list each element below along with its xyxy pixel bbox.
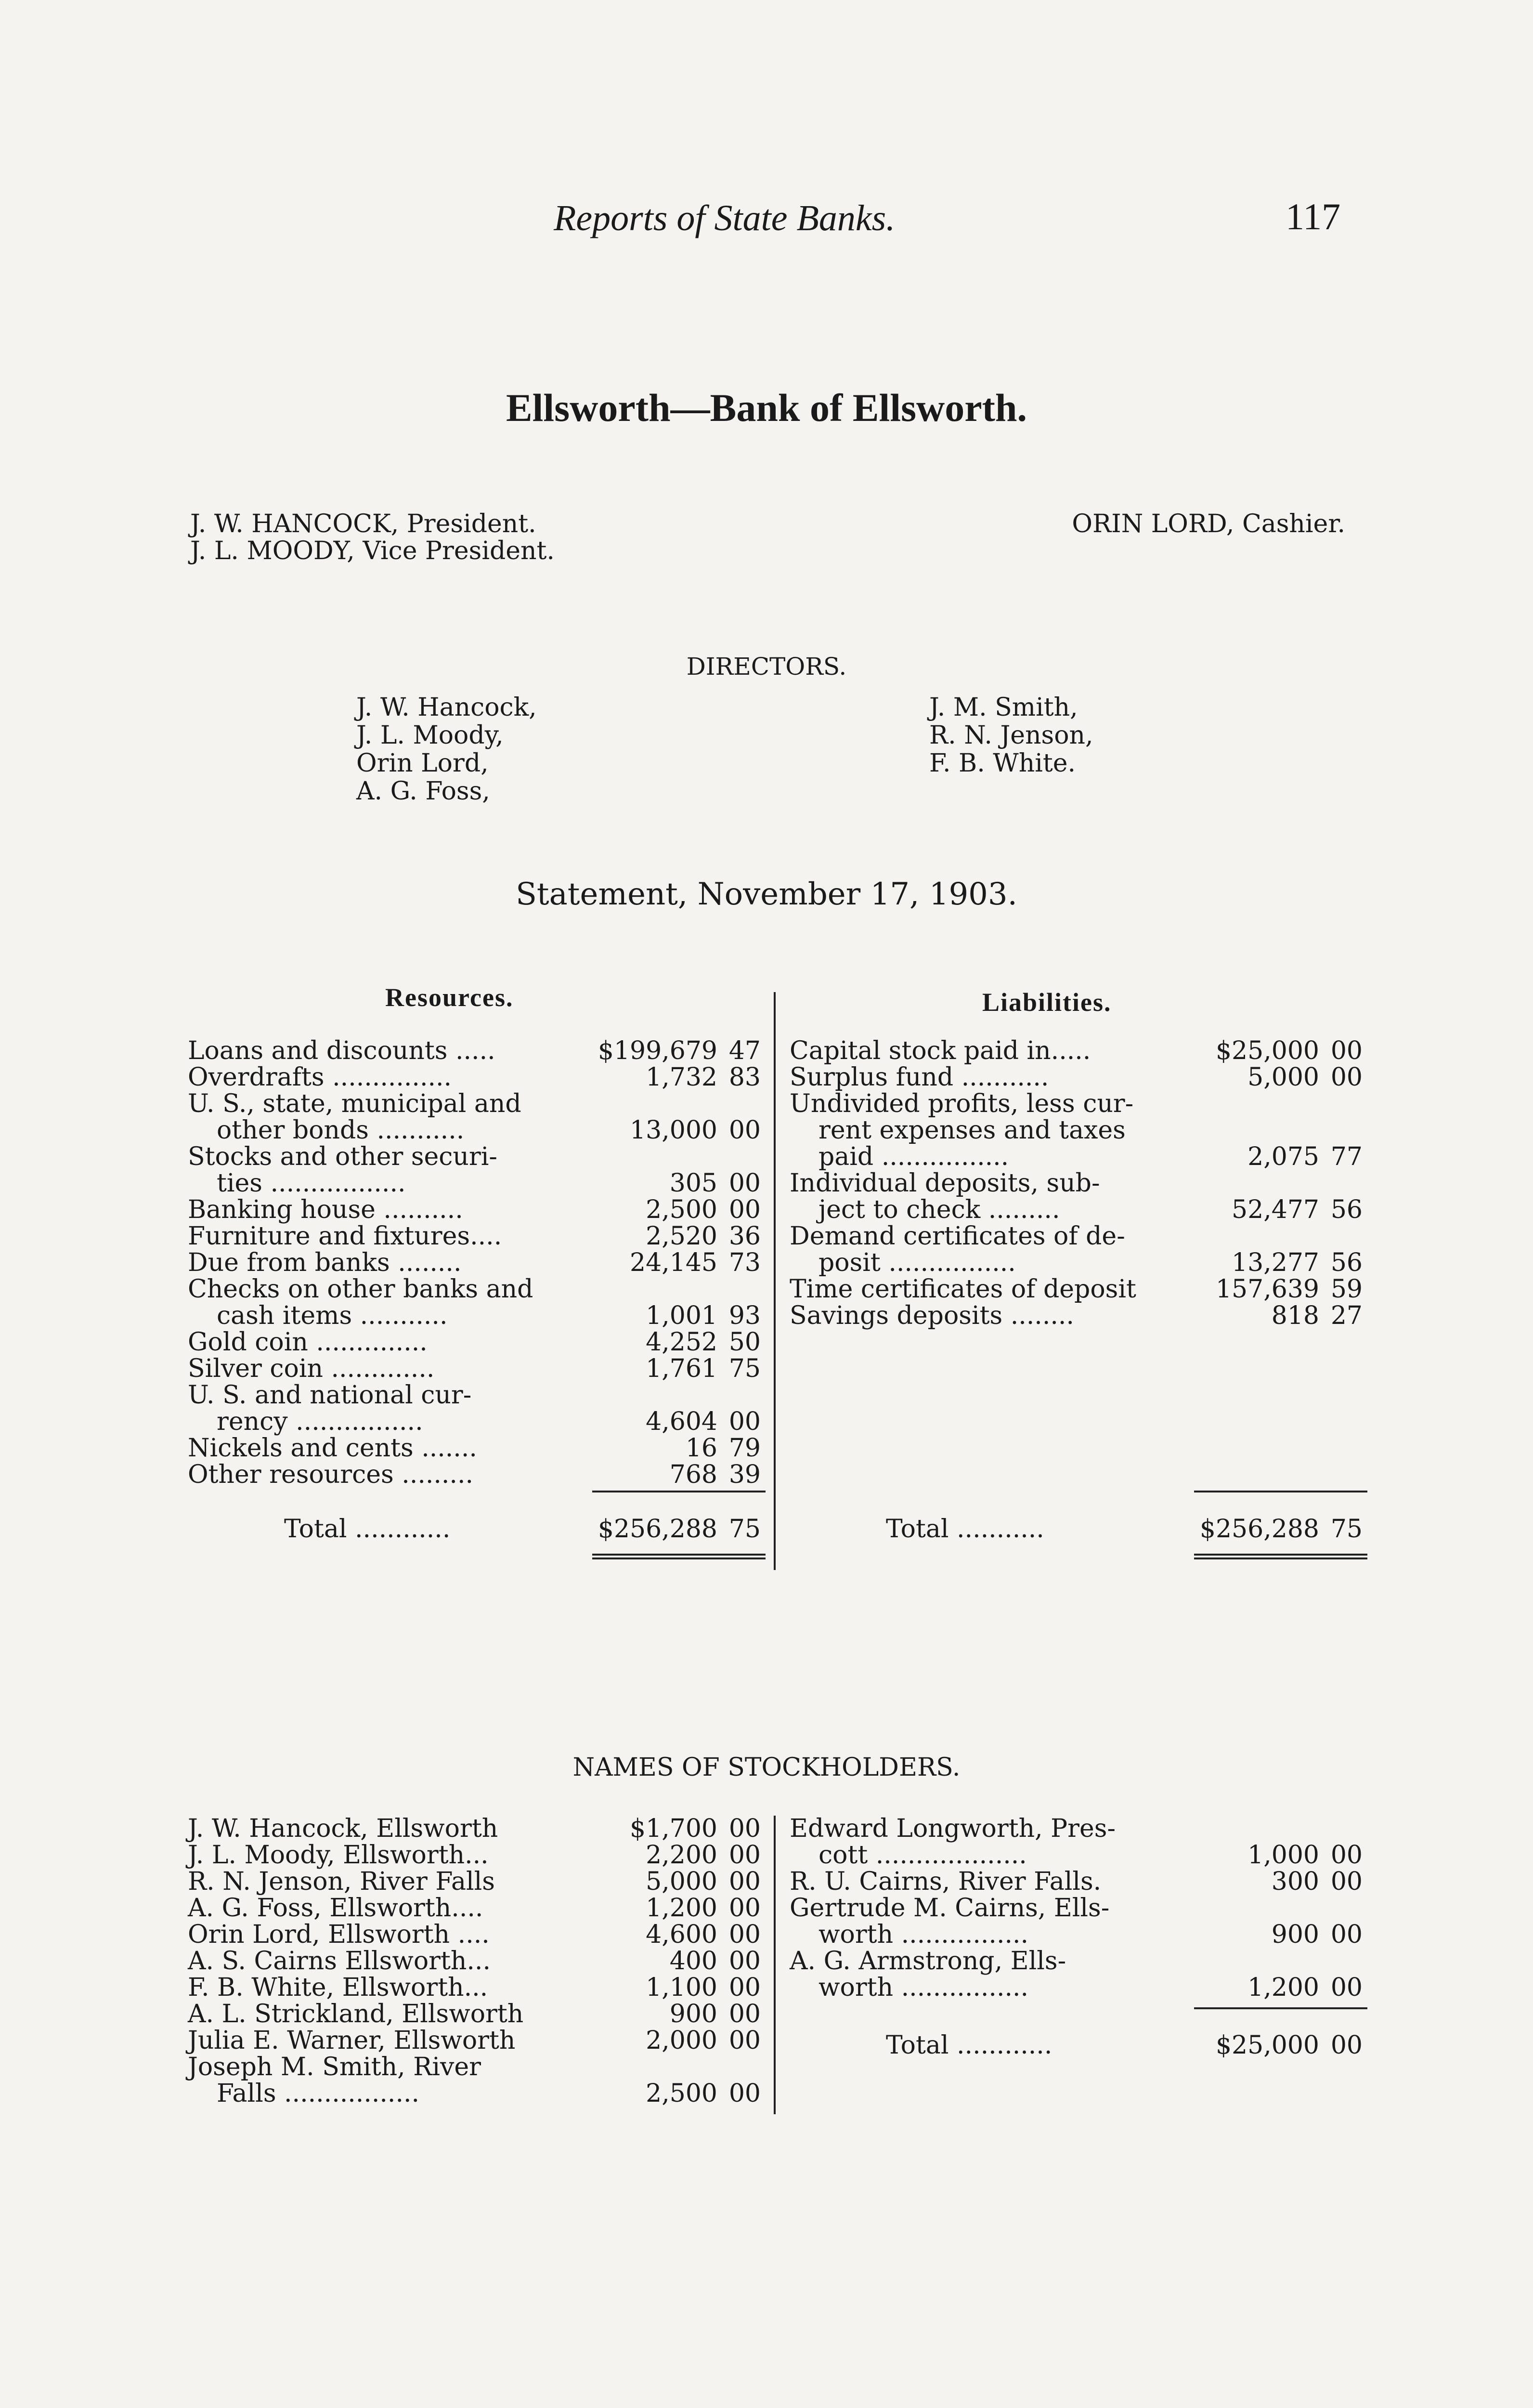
resources-total — [188, 1516, 766, 1543]
total-cents: 75 — [1330, 1515, 1363, 1544]
row-label: U. S. and national cur- — [188, 1381, 472, 1410]
table-row — [188, 1064, 766, 1091]
table-row — [188, 1329, 766, 1356]
row-cents: 00 — [728, 1814, 761, 1843]
table-row — [790, 1303, 1367, 1329]
director-name: Orin Lord, — [356, 749, 489, 778]
total-row — [790, 2032, 1367, 2059]
cashier: ORIN LORD, Cashier. — [1072, 510, 1345, 538]
row-label: posit ................ — [818, 1248, 1016, 1277]
table-row — [188, 1922, 766, 1948]
row-cents: 27 — [1330, 1301, 1363, 1330]
vice-president: J. L. MOODY, Vice President. — [190, 537, 555, 565]
row-cents: 00 — [728, 1116, 761, 1145]
row-label: Undivided profits, less cur- — [790, 1089, 1134, 1118]
row-label: Silver coin ............. — [188, 1354, 435, 1383]
row-dollars: 157,639 — [1215, 1275, 1319, 1304]
row-dollars: 2,500 — [646, 2079, 717, 2108]
row-cents: 00 — [728, 1920, 761, 1949]
row-label: other bonds ........... — [217, 1116, 465, 1145]
row-label: J. W. Hancock, Ellsworth — [188, 1814, 498, 1843]
row-cents: 77 — [1330, 1142, 1363, 1171]
row-dollars: 400 — [669, 1947, 717, 1976]
row-label: Nickels and cents ....... — [188, 1434, 477, 1463]
resources-total-double-rule — [592, 1554, 766, 1559]
total-row — [790, 1516, 1367, 1543]
director-name: F. B. White. — [929, 749, 1076, 778]
row-cents: 75 — [728, 1354, 761, 1383]
table-row — [790, 1895, 1367, 1922]
row-cents: 00 — [1330, 1920, 1363, 1949]
table-row — [790, 1117, 1367, 1144]
statement-column-divider — [774, 992, 776, 1570]
row-dollars: 2,000 — [646, 2026, 717, 2055]
table-row — [188, 1197, 766, 1223]
table-row — [790, 1842, 1367, 1869]
directors-right — [929, 694, 1093, 777]
total-dollars: $25,000 — [1215, 2031, 1319, 2060]
row-cents: 00 — [728, 1169, 761, 1198]
row-cents: 00 — [1330, 1036, 1363, 1065]
row-label: Other resources ......... — [188, 1460, 474, 1489]
table-row — [790, 1816, 1367, 1842]
row-label: worth ................ — [818, 1973, 1029, 2002]
row-label: worth ................ — [818, 1920, 1029, 1949]
directors-left — [356, 694, 537, 805]
row-label: ties ................. — [217, 1169, 406, 1198]
table-row — [188, 1144, 766, 1170]
row-label: U. S., state, municipal and — [188, 1089, 521, 1118]
total-label: Total ............ — [886, 2031, 1052, 2060]
row-cents: 56 — [1330, 1195, 1363, 1224]
row-label: A. L. Strickland, Ellsworth — [188, 2000, 524, 2028]
table-row — [188, 1975, 766, 2001]
table-row — [188, 1435, 766, 1462]
row-label: cash items ........... — [217, 1301, 448, 1330]
table-row — [188, 1409, 766, 1435]
row-dollars: 900 — [1271, 1920, 1319, 1949]
row-dollars: 300 — [1271, 1867, 1319, 1896]
total-cents: 00 — [1330, 2031, 1363, 2060]
officers-right — [1072, 510, 1345, 537]
row-label: A. G. Armstrong, Ells- — [790, 1947, 1066, 1976]
total-label: Total ........... — [886, 1515, 1044, 1544]
row-label: paid ................ — [818, 1142, 1009, 1171]
liabilities-heading: Liabilities. — [982, 988, 1112, 1017]
table-row — [790, 1144, 1367, 1170]
row-label: Edward Longworth, Pres- — [790, 1814, 1116, 1843]
row-dollars: 1,100 — [646, 1973, 717, 2002]
table-row — [790, 1250, 1367, 1276]
officers-left — [190, 510, 555, 564]
director-name: J. W. Hancock, — [356, 693, 537, 722]
row-label: Joseph M. Smith, River — [188, 2053, 481, 2081]
row-label: Loans and discounts ..... — [188, 1036, 495, 1065]
row-label: Gertrude M. Cairns, Ells- — [790, 1894, 1110, 1923]
table-row — [790, 1948, 1367, 1975]
row-dollars: 4,252 — [646, 1328, 717, 1357]
resources-sum-rule — [592, 1491, 766, 1492]
row-label: R. N. Jenson, River Falls — [188, 1867, 495, 1896]
liabilities-total-double-rule — [1194, 1554, 1367, 1559]
row-label: J. L. Moody, Ellsworth... — [188, 1841, 489, 1870]
stockholders-left — [188, 1816, 766, 2107]
stockholders-column-divider — [774, 1816, 776, 2114]
table-row — [188, 2001, 766, 2028]
row-dollars: 5,000 — [1247, 1063, 1319, 1092]
row-dollars: 52,477 — [1232, 1195, 1319, 1224]
table-row — [790, 1197, 1367, 1223]
row-dollars: 2,500 — [646, 1195, 717, 1224]
row-label: R. U. Cairns, River Falls. — [790, 1867, 1102, 1896]
table-row — [188, 1303, 766, 1329]
table-row — [790, 1975, 1367, 2001]
row-label: A. S. Cairns Ellsworth... — [188, 1947, 491, 1976]
director-name: J. L. Moody, — [356, 721, 504, 750]
statement-title: Statement, November 17, 1903. — [516, 877, 1017, 912]
resources-heading: Resources. — [385, 983, 514, 1012]
table-row — [790, 1276, 1367, 1303]
director-name: A. G. Foss, — [356, 777, 490, 806]
row-label: Individual deposits, sub- — [790, 1169, 1100, 1198]
row-dollars: 13,000 — [630, 1116, 717, 1145]
table-row — [188, 1948, 766, 1975]
table-row — [188, 1038, 766, 1064]
table-row — [790, 1223, 1367, 1250]
stockholders-title: NAMES OF STOCKHOLDERS. — [572, 1753, 961, 1782]
row-dollars: 2,520 — [646, 1222, 717, 1251]
row-dollars: 24,145 — [630, 1248, 717, 1277]
director-name: J. M. Smith, — [929, 693, 1078, 722]
table-row — [790, 1170, 1367, 1197]
table-row — [790, 1869, 1367, 1895]
row-cents: 00 — [728, 1195, 761, 1224]
row-dollars: 900 — [669, 2000, 717, 2028]
table-row — [188, 1895, 766, 1922]
row-cents: 00 — [728, 2026, 761, 2055]
row-cents: 93 — [728, 1301, 761, 1330]
table-row — [188, 1462, 766, 1488]
row-dollars: 1,732 — [646, 1063, 717, 1092]
total-dollars: $256,288 — [598, 1515, 717, 1544]
row-cents: 00 — [1330, 1063, 1363, 1092]
row-dollars: $25,000 — [1215, 1036, 1319, 1065]
row-dollars: 818 — [1271, 1301, 1319, 1330]
table-row — [790, 1922, 1367, 1948]
liabilities-total — [790, 1516, 1367, 1543]
row-cents: 00 — [1330, 1867, 1363, 1896]
row-label: Due from banks ........ — [188, 1248, 462, 1277]
liabilities-sum-rule — [1194, 1491, 1367, 1492]
table-row — [790, 1064, 1367, 1091]
row-dollars: 1,000 — [1247, 1841, 1319, 1870]
row-dollars: 2,075 — [1247, 1142, 1319, 1171]
table-row — [188, 1223, 766, 1250]
row-cents: 00 — [728, 1867, 761, 1896]
stockholders-sum-rule — [1194, 2007, 1367, 2009]
table-row — [188, 1382, 766, 1409]
row-label: rency ................ — [217, 1407, 423, 1436]
row-dollars: 1,001 — [646, 1301, 717, 1330]
row-label: Overdrafts ............... — [188, 1063, 452, 1092]
row-cents: 83 — [728, 1063, 761, 1092]
row-cents: 73 — [728, 1248, 761, 1277]
row-dollars: 1,200 — [1247, 1973, 1319, 2002]
table-row — [188, 1816, 766, 1842]
row-cents: 36 — [728, 1222, 761, 1251]
row-label: Time certificates of deposit — [790, 1275, 1136, 1304]
total-dollars: $256,288 — [1199, 1515, 1319, 1544]
director-name: R. N. Jenson, — [929, 721, 1093, 750]
running-title: Reports of State Banks. — [554, 198, 896, 238]
total-row — [188, 1516, 766, 1543]
row-dollars: $199,679 — [598, 1036, 717, 1065]
row-cents: 00 — [728, 1894, 761, 1923]
table-row — [188, 2028, 766, 2054]
row-dollars: $1,700 — [630, 1814, 717, 1843]
row-label: Banking house .......... — [188, 1195, 463, 1224]
row-cents: 00 — [728, 2079, 761, 2108]
table-row — [188, 2054, 766, 2081]
total-label: Total ............ — [284, 1515, 451, 1544]
row-cents: 00 — [1330, 1841, 1363, 1870]
row-label: A. G. Foss, Ellsworth.... — [188, 1894, 483, 1923]
table-row — [188, 1842, 766, 1869]
row-cents: 47 — [728, 1036, 761, 1065]
bank-title: Ellsworth—Bank of Ellsworth. — [506, 386, 1027, 430]
table-row — [790, 1091, 1367, 1117]
row-dollars: 2,200 — [646, 1841, 717, 1870]
stockholders-right — [790, 1816, 1367, 2001]
row-label: ject to check ......... — [818, 1195, 1060, 1224]
row-cents: 79 — [728, 1434, 761, 1463]
row-dollars: 5,000 — [646, 1867, 717, 1896]
row-label: Surplus fund ........... — [790, 1063, 1049, 1092]
row-label: Savings deposits ........ — [790, 1301, 1074, 1330]
row-dollars: 768 — [669, 1460, 717, 1489]
table-row — [188, 1170, 766, 1197]
row-cents: 00 — [728, 1947, 761, 1976]
table-row — [188, 1869, 766, 1895]
row-dollars: 4,604 — [646, 1407, 717, 1436]
row-label: Julia E. Warner, Ellsworth — [188, 2026, 516, 2055]
row-dollars: 4,600 — [646, 1920, 717, 1949]
row-label: Capital stock paid in..... — [790, 1036, 1091, 1065]
row-cents: 00 — [728, 1841, 761, 1870]
directors-title: DIRECTORS. — [686, 653, 847, 681]
row-label: cott ................... — [818, 1841, 1027, 1870]
row-cents: 59 — [1330, 1275, 1363, 1304]
row-dollars: 305 — [669, 1169, 717, 1198]
row-dollars: 1,761 — [646, 1354, 717, 1383]
table-row — [188, 1276, 766, 1303]
table-row — [188, 1117, 766, 1144]
row-label: Demand certificates of de- — [790, 1222, 1125, 1251]
table-row — [188, 2081, 766, 2107]
row-cents: 56 — [1330, 1248, 1363, 1277]
row-cents: 00 — [1330, 1973, 1363, 2002]
row-label: Checks on other banks and — [188, 1275, 533, 1304]
total-cents: 75 — [728, 1515, 761, 1544]
row-dollars: 1,200 — [646, 1894, 717, 1923]
row-cents: 00 — [728, 1973, 761, 2002]
resources-table — [188, 1038, 766, 1488]
page-number: 117 — [1286, 196, 1341, 237]
row-cents: 39 — [728, 1460, 761, 1489]
liabilities-table — [790, 1038, 1367, 1329]
row-cents: 50 — [728, 1328, 761, 1357]
row-label: Stocks and other securi- — [188, 1142, 497, 1171]
table-row — [188, 1250, 766, 1276]
row-label: rent expenses and taxes — [818, 1116, 1126, 1145]
row-label: Furniture and fixtures.... — [188, 1222, 502, 1251]
row-label: F. B. White, Ellsworth... — [188, 1973, 488, 2002]
table-row — [790, 1038, 1367, 1064]
row-dollars: 13,277 — [1232, 1248, 1319, 1277]
row-cents: 00 — [728, 1407, 761, 1436]
row-label: Orin Lord, Ellsworth .... — [188, 1920, 490, 1949]
row-label: Falls ................. — [217, 2079, 420, 2108]
row-dollars: 16 — [685, 1434, 717, 1463]
table-row — [188, 1356, 766, 1382]
row-label: Gold coin .............. — [188, 1328, 428, 1357]
stockholders-total — [790, 2032, 1367, 2059]
president: J. W. HANCOCK, President. — [190, 510, 536, 538]
row-cents: 00 — [728, 2000, 761, 2028]
table-row — [188, 1091, 766, 1117]
